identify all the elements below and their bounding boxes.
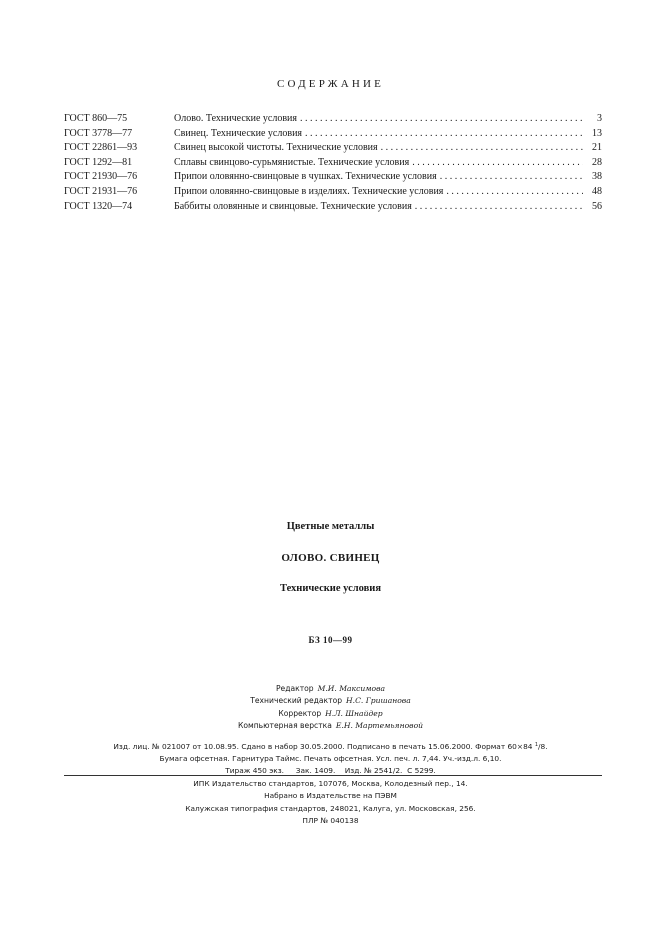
- toc-entry: [64, 141, 602, 156]
- toc-leader-dots: [412, 156, 583, 171]
- imprint-line-text: Изд. лиц. № 021007 от 10.08.95. Сдано в набор 30.05.2000. Подписано в печать 15.06.2000. Формат 60×84: [113, 742, 533, 751]
- toc-entry: [64, 156, 602, 171]
- credit-role: Редактор: [275, 684, 314, 693]
- toc-entry-code: ГОСТ 1292—81: [64, 156, 133, 168]
- toc-entry-title: Сплавы свинцово-сурьмянистые. Технические условия: [174, 156, 410, 168]
- credits-block: [0, 683, 661, 732]
- toc-leader-dots: [381, 141, 583, 156]
- toc-entry-title: Свинец высокой чистоты. Технические условия: [174, 142, 378, 154]
- publisher-block: [0, 778, 661, 828]
- format-fraction-den: /8.: [538, 742, 548, 751]
- toc-entry-page: 56: [592, 200, 602, 212]
- toc-entry-title: Свинец. Технические условия: [174, 127, 303, 139]
- publisher-line: ИПК Издательство стандартов, 107076, Москва, Колодезный пер., 14.: [193, 779, 468, 788]
- toc-entry: [64, 185, 602, 200]
- imprint-block: [0, 739, 661, 778]
- collection-group-title: Цветные металлы: [286, 521, 375, 532]
- toc-leader-dots: [300, 112, 583, 127]
- toc-entry-code: ГОСТ 21931—76: [64, 185, 138, 197]
- imprint-line: [0, 739, 661, 753]
- toc-entry: [64, 127, 602, 142]
- toc-entry-page: 13: [592, 127, 602, 139]
- toc-entry: [64, 170, 602, 185]
- publisher-line: Калужская типография стандартов, 248021, Калуга, ул. Московская, 256.: [185, 803, 476, 813]
- credit-role: Компьютерная верстка: [237, 720, 332, 730]
- toc-leader-dots: [305, 127, 583, 142]
- credit-name: М.И. Максимова: [317, 684, 386, 693]
- toc-entry-code: ГОСТ 21930—76: [64, 171, 138, 183]
- toc-list: [64, 112, 602, 214]
- credit-layout: [0, 720, 661, 732]
- toc-entry-page: 38: [592, 171, 602, 183]
- credit-role: Технический редактор: [250, 696, 343, 706]
- toc-entry-title: Припои оловянно-свинцовые в чушках. Технические условия: [174, 171, 437, 183]
- publisher-line: Набрано в Издательстве на ПЭВМ: [264, 791, 397, 801]
- toc-entry-page: 28: [592, 156, 602, 168]
- toc-entry-title: Баббиты оловянные и свинцовые. Технические условия: [174, 200, 412, 212]
- imprint-line: Бумага офсетная. Гарнитура Таймс. Печать офсетная. Усл. печ. л. 7,44. Уч.-изд.л. 6,10.: [159, 754, 502, 764]
- toc-entry-code: ГОСТ 22861—93: [64, 142, 138, 154]
- collection-title: ОЛОВО. СВИНЕЦ: [281, 552, 380, 564]
- toc-leader-dots: [446, 185, 583, 200]
- toc-entry-title: Олово. Технические условия: [174, 113, 298, 124]
- divider-rule: [64, 775, 602, 776]
- collection-subtitle: Технические условия: [279, 583, 382, 594]
- toc-title: СОДЕРЖАНИЕ: [276, 78, 385, 90]
- credit-name: Н.С. Гришанова: [346, 696, 411, 706]
- credit-editor: [0, 683, 661, 695]
- toc-entry-page: 48: [592, 185, 602, 197]
- toc-leader-dots: [440, 170, 583, 185]
- toc-entry: [64, 200, 602, 215]
- credit-role: Корректор: [278, 708, 322, 718]
- toc-entry: [64, 112, 602, 127]
- credit-corrector: [0, 708, 661, 720]
- imprint-line: Тираж 450 экз. Зак. 1409. Изд. № 2541/2. С 5299.: [225, 766, 436, 776]
- toc-entry-code: ГОСТ 860—75: [64, 113, 128, 124]
- toc-entry-title: Припои оловянно-свинцовые в изделиях. Технические условия: [174, 185, 444, 197]
- toc-entry-page: 21: [592, 142, 602, 154]
- publisher-line: ПЛР № 040138: [302, 816, 359, 826]
- toc-entry-code: ГОСТ 1320—74: [64, 200, 133, 212]
- toc-leader-dots: [415, 200, 583, 215]
- bz-code: БЗ 10—99: [308, 635, 353, 645]
- credit-name: Е.Н. Мартемьяновой: [335, 720, 424, 730]
- toc-entry-page: 3: [597, 113, 602, 124]
- format-fraction-num: 1: [534, 742, 539, 748]
- credit-name: Н.Л. Шнайдер: [325, 708, 383, 718]
- toc-entry-code: ГОСТ 3778—77: [64, 127, 133, 139]
- credit-tech-editor: [0, 695, 661, 707]
